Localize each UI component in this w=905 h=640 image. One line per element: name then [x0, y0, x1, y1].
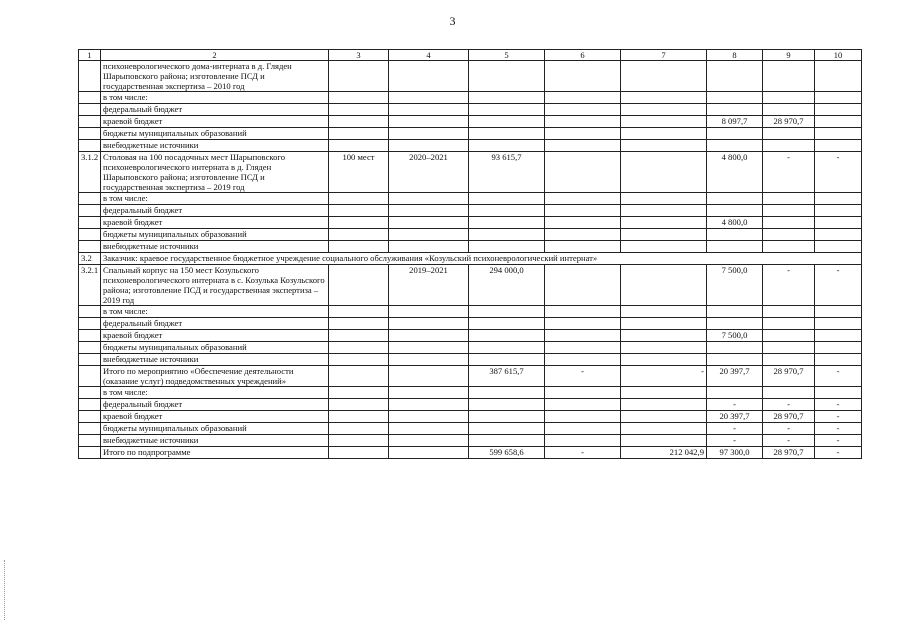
value-cell-c4: [389, 387, 469, 399]
table-row: [79, 306, 862, 318]
value-cell-c8: 20 397,7: [707, 411, 763, 423]
value-cell-c5: [469, 399, 545, 411]
value-cell-c9: -: [763, 265, 815, 306]
value-cell-c8: -: [707, 435, 763, 447]
row-number-cell: [79, 387, 101, 399]
table-row: [79, 152, 862, 193]
value-cell-c3: [329, 318, 389, 330]
value-cell-c6: [545, 435, 621, 447]
value-cell-c9: [763, 104, 815, 116]
value-cell-c10: -: [815, 399, 862, 411]
value-cell-c6: [545, 241, 621, 253]
row-number-cell: [79, 306, 101, 318]
value-cell-c10: -: [815, 423, 862, 435]
row-name-cell: краевой бюджет: [101, 411, 329, 423]
row-number-cell: [79, 205, 101, 217]
value-cell-c6: -: [545, 447, 621, 459]
table-row: [79, 116, 862, 128]
value-cell-c9: [763, 128, 815, 140]
value-cell-c7: [621, 241, 707, 253]
value-cell-c8: [707, 61, 763, 92]
value-cell-c5: 93 615,7: [469, 152, 545, 193]
value-cell-c6: [545, 205, 621, 217]
value-cell-c3: [329, 92, 389, 104]
table-row: [79, 61, 862, 92]
value-cell-c6: [545, 342, 621, 354]
value-cell-c5: [469, 217, 545, 229]
value-cell-c7: [621, 61, 707, 92]
row-name-cell: внебюджетные источники: [101, 140, 329, 152]
value-cell-c10: [815, 387, 862, 399]
value-cell-c3: [329, 217, 389, 229]
value-cell-c6: [545, 116, 621, 128]
row-number-cell: 3.2.1: [79, 265, 101, 306]
value-cell-c7: [621, 387, 707, 399]
value-cell-c9: [763, 318, 815, 330]
row-number-cell: [79, 411, 101, 423]
value-cell-c6: [545, 399, 621, 411]
row-number-cell: [79, 342, 101, 354]
value-cell-c3: [329, 366, 389, 387]
value-cell-c10: -: [815, 447, 862, 459]
row-number-cell: [79, 140, 101, 152]
value-cell-c4: [389, 205, 469, 217]
row-number-cell: [79, 330, 101, 342]
value-cell-c3: [329, 241, 389, 253]
value-cell-c5: [469, 104, 545, 116]
row-number-cell: [79, 318, 101, 330]
value-cell-c6: [545, 330, 621, 342]
value-cell-c8: [707, 104, 763, 116]
value-cell-c10: [815, 104, 862, 116]
value-cell-c8: [707, 193, 763, 205]
value-cell-c3: [329, 265, 389, 306]
value-cell-c3: [329, 306, 389, 318]
row-number-cell: 3.2: [79, 253, 101, 265]
value-cell-c10: [815, 193, 862, 205]
value-cell-c9: 28 970,7: [763, 411, 815, 423]
value-cell-c5: [469, 306, 545, 318]
row-name-cell: Спальный корпус на 150 мест Козульского психоневрологического интерната в с. Козулька Козульского района; изготовление ПСД и государственная экспертиза – 2019 год: [101, 265, 329, 306]
table-row: [79, 140, 862, 152]
value-cell-c9: [763, 193, 815, 205]
value-cell-c8: [707, 140, 763, 152]
row-number-cell: [79, 128, 101, 140]
value-cell-c5: [469, 61, 545, 92]
value-cell-c7: [621, 306, 707, 318]
row-number-cell: [79, 104, 101, 116]
row-name-cell: федеральный бюджет: [101, 318, 329, 330]
value-cell-c9: -: [763, 423, 815, 435]
value-cell-c8: [707, 241, 763, 253]
value-cell-c8: 8 097,7: [707, 116, 763, 128]
value-cell-c5: [469, 318, 545, 330]
row-number-cell: [79, 61, 101, 92]
value-cell-c8: -: [707, 399, 763, 411]
value-cell-c9: 28 970,7: [763, 447, 815, 459]
value-cell-c7: [621, 330, 707, 342]
value-cell-c8: [707, 318, 763, 330]
value-cell-c9: [763, 241, 815, 253]
value-cell-c4: [389, 140, 469, 152]
value-cell-c5: [469, 354, 545, 366]
value-cell-c4: [389, 330, 469, 342]
value-cell-c10: -: [815, 152, 862, 193]
value-cell-c7: [621, 399, 707, 411]
row-name-cell: внебюджетные источники: [101, 241, 329, 253]
table-row: [79, 387, 862, 399]
value-cell-c3: [329, 140, 389, 152]
value-cell-c4: [389, 306, 469, 318]
row-name-cell: Итого по подпрограмме: [101, 447, 329, 459]
header-cell: 6: [545, 50, 621, 61]
value-cell-c7: [621, 152, 707, 193]
value-cell-c9: -: [763, 152, 815, 193]
row-number-cell: [79, 354, 101, 366]
value-cell-c6: [545, 265, 621, 306]
value-cell-c7: [621, 423, 707, 435]
row-name-cell: краевой бюджет: [101, 116, 329, 128]
budget-table: [78, 49, 862, 459]
value-cell-c10: -: [815, 435, 862, 447]
value-cell-c5: 599 658,6: [469, 447, 545, 459]
header-cell: 9: [763, 50, 815, 61]
value-cell-c7: [621, 411, 707, 423]
row-number-cell: [79, 92, 101, 104]
value-cell-c6: [545, 152, 621, 193]
value-cell-c4: [389, 399, 469, 411]
header-cell: 1: [79, 50, 101, 61]
value-cell-c7: [621, 193, 707, 205]
row-name-cell: внебюджетные источники: [101, 354, 329, 366]
value-cell-c9: [763, 229, 815, 241]
value-cell-c6: [545, 61, 621, 92]
row-name-cell: федеральный бюджет: [101, 399, 329, 411]
value-cell-c5: [469, 241, 545, 253]
value-cell-c6: [545, 128, 621, 140]
value-cell-c7: [621, 435, 707, 447]
value-cell-c5: [469, 342, 545, 354]
value-cell-c7: [621, 229, 707, 241]
value-cell-c9: [763, 342, 815, 354]
value-cell-c4: [389, 193, 469, 205]
value-cell-c8: [707, 92, 763, 104]
value-cell-c4: [389, 104, 469, 116]
value-cell-c3: [329, 411, 389, 423]
row-name-cell: федеральный бюджет: [101, 205, 329, 217]
table-row: [79, 435, 862, 447]
value-cell-c6: [545, 217, 621, 229]
value-cell-c6: [545, 354, 621, 366]
table-row: [79, 205, 862, 217]
value-cell-c9: [763, 92, 815, 104]
value-cell-c4: [389, 61, 469, 92]
header-cell: 2: [101, 50, 329, 61]
value-cell-c8: [707, 342, 763, 354]
value-cell-c4: [389, 435, 469, 447]
header-cell: 5: [469, 50, 545, 61]
value-cell-c5: [469, 229, 545, 241]
row-number-cell: [79, 116, 101, 128]
value-cell-c8: 7 500,0: [707, 330, 763, 342]
value-cell-c4: [389, 366, 469, 387]
value-cell-c5: [469, 423, 545, 435]
value-cell-c10: [815, 217, 862, 229]
value-cell-c6: [545, 306, 621, 318]
value-cell-c8: 7 500,0: [707, 265, 763, 306]
value-cell-c7: [621, 205, 707, 217]
value-cell-c10: [815, 229, 862, 241]
row-name-cell: внебюджетные источники: [101, 435, 329, 447]
value-cell-c3: [329, 104, 389, 116]
row-name-cell: бюджеты муниципальных образований: [101, 229, 329, 241]
row-number-cell: [79, 366, 101, 387]
value-cell-c7: 212 042,9: [621, 447, 707, 459]
value-cell-c4: 2020–2021: [389, 152, 469, 193]
row-number-cell: [79, 435, 101, 447]
value-cell-c10: [815, 140, 862, 152]
value-cell-c5: [469, 411, 545, 423]
value-cell-c6: [545, 318, 621, 330]
row-name-cell: федеральный бюджет: [101, 104, 329, 116]
value-cell-c10: -: [815, 265, 862, 306]
value-cell-c4: [389, 229, 469, 241]
table-row: [79, 423, 862, 435]
value-cell-c4: [389, 116, 469, 128]
value-cell-c5: 294 000,0: [469, 265, 545, 306]
table-row: [79, 330, 862, 342]
table-header-row: [79, 50, 862, 61]
value-cell-c3: [329, 387, 389, 399]
row-name-cell: бюджеты муниципальных образований: [101, 423, 329, 435]
page-number: 3: [449, 14, 456, 28]
value-cell-c10: [815, 205, 862, 217]
row-number-cell: [79, 399, 101, 411]
header-cell: 3: [329, 50, 389, 61]
value-cell-c6: [545, 411, 621, 423]
header-cell: 8: [707, 50, 763, 61]
table-row: [79, 447, 862, 459]
value-cell-c3: [329, 399, 389, 411]
value-cell-c4: [389, 354, 469, 366]
value-cell-c10: [815, 116, 862, 128]
value-cell-c5: 387 615,7: [469, 366, 545, 387]
value-cell-c7: [621, 265, 707, 306]
table-row: [79, 104, 862, 116]
value-cell-c4: [389, 318, 469, 330]
value-cell-c8: -: [707, 423, 763, 435]
value-cell-c4: [389, 241, 469, 253]
table-row: [79, 229, 862, 241]
table-row: [79, 217, 862, 229]
value-cell-c7: [621, 116, 707, 128]
value-cell-c10: -: [815, 411, 862, 423]
value-cell-c3: [329, 128, 389, 140]
value-cell-c6: [545, 104, 621, 116]
value-cell-c9: [763, 330, 815, 342]
value-cell-c9: 28 970,7: [763, 116, 815, 128]
value-cell-c5: [469, 435, 545, 447]
value-cell-c5: [469, 116, 545, 128]
row-name-cell: в том числе:: [101, 306, 329, 318]
value-cell-c8: [707, 354, 763, 366]
row-name-cell: в том числе:: [101, 92, 329, 104]
value-cell-c6: [545, 387, 621, 399]
table-row: [79, 354, 862, 366]
row-name-cell: Столовая на 100 посадочных мест Шарыповского психоневрологического интерната в д. Гляден Шарыповского района; изготовление ПСД и государственная экспертиза – 2019 год: [101, 152, 329, 193]
value-cell-c3: [329, 342, 389, 354]
value-cell-c5: [469, 330, 545, 342]
row-name-cell: Итого по мероприятию «Обеспечение деятельности (оказание услуг) подведомственных учреждений»: [101, 366, 329, 387]
value-cell-c10: [815, 61, 862, 92]
value-cell-c7: -: [621, 366, 707, 387]
value-cell-c4: [389, 447, 469, 459]
table-row: [79, 92, 862, 104]
value-cell-c10: [815, 128, 862, 140]
value-cell-c9: 28 970,7: [763, 366, 815, 387]
value-cell-c8: 97 300,0: [707, 447, 763, 459]
table-row: [79, 241, 862, 253]
value-cell-c4: 2019–2021: [389, 265, 469, 306]
value-cell-c6: [545, 229, 621, 241]
value-cell-c3: [329, 435, 389, 447]
row-name-cell: Заказчик: краевое государственное бюджетное учреждение социального обслуживания «Козульский психоневрологический интернат»: [101, 253, 862, 265]
value-cell-c9: [763, 217, 815, 229]
table-row: [79, 399, 862, 411]
value-cell-c10: [815, 318, 862, 330]
value-cell-c5: [469, 205, 545, 217]
value-cell-c4: [389, 217, 469, 229]
value-cell-c6: -: [545, 366, 621, 387]
value-cell-c7: [621, 354, 707, 366]
row-name-cell: краевой бюджет: [101, 217, 329, 229]
value-cell-c8: 20 397,7: [707, 366, 763, 387]
value-cell-c10: [815, 306, 862, 318]
row-name-cell: психоневрологического дома-интерната в д. Гляден Шарыповского района; изготовление ПСД и государственная экспертиза – 2010 год: [101, 61, 329, 92]
table-row: [79, 366, 862, 387]
row-name-cell: в том числе:: [101, 387, 329, 399]
value-cell-c4: [389, 92, 469, 104]
value-cell-c9: [763, 354, 815, 366]
value-cell-c5: [469, 92, 545, 104]
row-name-cell: бюджеты муниципальных образований: [101, 342, 329, 354]
value-cell-c10: [815, 92, 862, 104]
value-cell-c7: [621, 140, 707, 152]
row-number-cell: 3.1.2: [79, 152, 101, 193]
table-row: [79, 128, 862, 140]
value-cell-c3: [329, 205, 389, 217]
value-cell-c7: [621, 342, 707, 354]
value-cell-c8: 4 800,0: [707, 217, 763, 229]
row-number-cell: [79, 193, 101, 205]
row-number-cell: [79, 229, 101, 241]
value-cell-c10: [815, 330, 862, 342]
value-cell-c5: [469, 387, 545, 399]
header-cell: 4: [389, 50, 469, 61]
value-cell-c5: [469, 140, 545, 152]
value-cell-c8: [707, 205, 763, 217]
value-cell-c8: [707, 229, 763, 241]
value-cell-c9: [763, 306, 815, 318]
value-cell-c7: [621, 92, 707, 104]
row-number-cell: [79, 217, 101, 229]
value-cell-c3: [329, 447, 389, 459]
row-name-cell: краевой бюджет: [101, 330, 329, 342]
table-row: [79, 265, 862, 306]
value-cell-c9: [763, 140, 815, 152]
row-name-cell: бюджеты муниципальных образований: [101, 128, 329, 140]
value-cell-c7: [621, 217, 707, 229]
value-cell-c3: [329, 354, 389, 366]
value-cell-c4: [389, 128, 469, 140]
value-cell-c6: [545, 92, 621, 104]
value-cell-c3: [329, 423, 389, 435]
table-row: [79, 193, 862, 205]
value-cell-c5: [469, 193, 545, 205]
value-cell-c10: [815, 354, 862, 366]
table-row: [79, 411, 862, 423]
value-cell-c10: [815, 241, 862, 253]
value-cell-c3: [329, 193, 389, 205]
table-row: [79, 253, 862, 265]
value-cell-c9: -: [763, 399, 815, 411]
value-cell-c3: [329, 61, 389, 92]
value-cell-c5: [469, 128, 545, 140]
value-cell-c8: [707, 128, 763, 140]
value-cell-c10: [815, 342, 862, 354]
value-cell-c9: [763, 387, 815, 399]
value-cell-c6: [545, 193, 621, 205]
table-row: [79, 318, 862, 330]
value-cell-c3: [329, 330, 389, 342]
value-cell-c3: 100 мест: [329, 152, 389, 193]
scan-margin-marks: [4, 560, 7, 620]
header-cell: 7: [621, 50, 707, 61]
header-cell: 10: [815, 50, 862, 61]
value-cell-c8: [707, 387, 763, 399]
value-cell-c4: [389, 411, 469, 423]
table-row: [79, 342, 862, 354]
value-cell-c6: [545, 140, 621, 152]
row-number-cell: [79, 241, 101, 253]
value-cell-c7: [621, 318, 707, 330]
value-cell-c4: [389, 342, 469, 354]
row-number-cell: [79, 447, 101, 459]
value-cell-c8: [707, 306, 763, 318]
value-cell-c6: [545, 423, 621, 435]
value-cell-c3: [329, 116, 389, 128]
value-cell-c9: -: [763, 435, 815, 447]
row-name-cell: в том числе:: [101, 193, 329, 205]
value-cell-c7: [621, 104, 707, 116]
row-number-cell: [79, 423, 101, 435]
value-cell-c9: [763, 61, 815, 92]
value-cell-c8: 4 800,0: [707, 152, 763, 193]
value-cell-c9: [763, 205, 815, 217]
value-cell-c10: -: [815, 366, 862, 387]
value-cell-c7: [621, 128, 707, 140]
value-cell-c3: [329, 229, 389, 241]
value-cell-c4: [389, 423, 469, 435]
